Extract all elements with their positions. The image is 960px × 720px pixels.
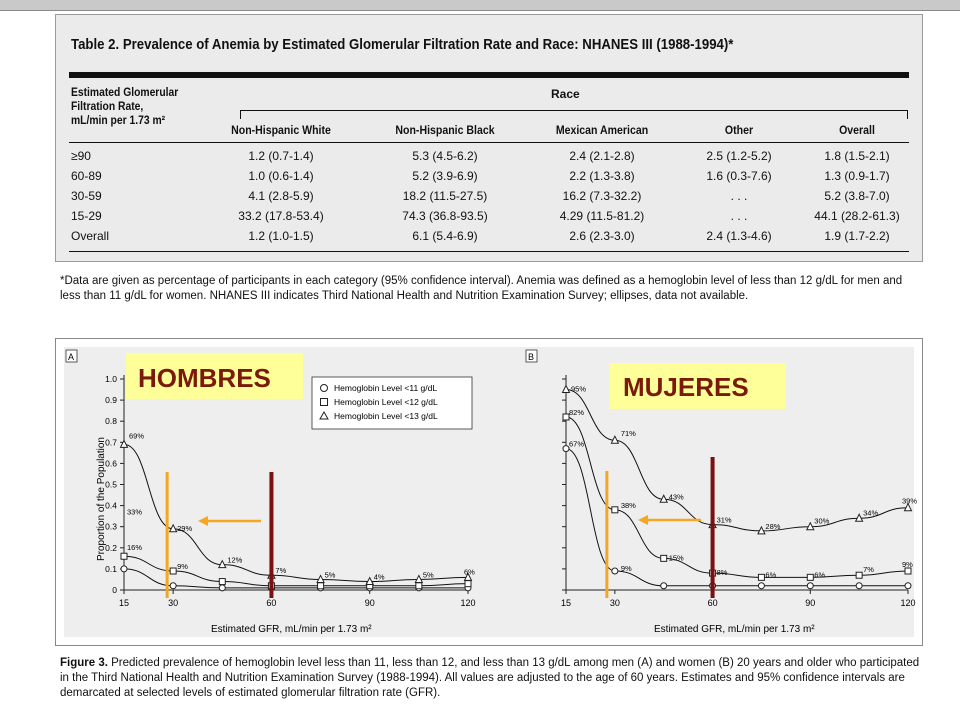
panel-a-x-tick-label: 90 <box>364 598 375 608</box>
caption-label: Figure 3. <box>60 657 108 669</box>
table-cell: 5.2 (3.9-6.9) <box>412 169 478 183</box>
panel-a-annotation: 9% <box>177 562 188 572</box>
panel-a-y-tick-label: 0.3 <box>105 521 117 532</box>
panel-b-annotation: 39% <box>902 496 918 506</box>
panel-b-annotation: 6% <box>765 570 777 580</box>
panel-a-y-tick-label: 0.8 <box>105 416 117 427</box>
mujeres-label: MUJERES <box>623 372 749 402</box>
panel-b-annotation: 38% <box>620 500 636 510</box>
panel-b-x-tick-label: 60 <box>707 598 718 608</box>
race-bracket <box>240 110 908 119</box>
hombres-label: HOMBRES <box>138 363 271 393</box>
panel-a-point-square <box>465 581 471 587</box>
panel-a-annotation: 6% <box>464 567 475 577</box>
panel-b-xlabel: Estimated GFR, mL/min per 1.73 m² <box>654 624 815 635</box>
panel-b-annotation: 6% <box>814 570 826 580</box>
legend-item-12: Hemoglobin Level <12 g/dL <box>334 397 438 407</box>
panel-a-x-tick-label: 120 <box>460 598 476 608</box>
panel-b-point-square <box>612 507 618 513</box>
table-panel <box>55 14 923 262</box>
col-header-overall: Overall <box>839 123 875 137</box>
table-row-label: ≥90 <box>71 149 91 163</box>
panel-b-annotation: 43% <box>668 492 684 502</box>
table-cell: 5.3 (4.5-6.2) <box>412 149 478 163</box>
panel-b-point-circle <box>905 583 911 589</box>
panel-a-point-square <box>170 568 176 574</box>
table-cell: 74.3 (36.8-93.5) <box>402 209 488 223</box>
panel-b-x-tick-label: 90 <box>805 598 816 608</box>
table-cell: 16.2 (7.3-32.2) <box>562 189 642 203</box>
table-cell: 1.3 (0.9-1.7) <box>824 169 890 183</box>
panel-b-x-tick-label: 15 <box>560 598 572 608</box>
gfr-header-line-2: Filtration Rate, <box>71 99 144 113</box>
panel-a-y-tick-label: 0.1 <box>105 563 117 574</box>
table-cell: 1.2 (0.7-1.4) <box>248 149 314 163</box>
table-top-rule <box>69 72 909 78</box>
panel-b-point-square <box>807 574 813 580</box>
panel-b-annotation: 28% <box>765 521 781 531</box>
panel-b-x-tick-label: 120 <box>900 598 916 608</box>
table-cell: 2.4 (2.1-2.8) <box>569 149 635 163</box>
col-header-nh-black: Non-Hispanic Black <box>395 123 495 137</box>
gfr-column-header <box>71 85 178 127</box>
figure-caption <box>60 656 920 701</box>
table-bottom-rule <box>69 251 909 252</box>
table-cell: 6.1 (5.4-6.9) <box>412 229 478 243</box>
panel-a-y-tick-label: 1.0 <box>105 374 117 384</box>
legend <box>312 377 472 429</box>
panel-a-annotation: 12% <box>227 555 243 565</box>
table-cell: 1.2 (1.0-1.5) <box>248 229 314 243</box>
panel-b-annotation: 34% <box>863 508 879 518</box>
panel-a-annotation: 29% <box>177 523 193 533</box>
panel-a-y-tick-label: 0 <box>112 585 117 595</box>
table-row-label: Overall <box>71 229 110 243</box>
panel-b-annotation: 15% <box>668 553 684 563</box>
panel-b-point-circle <box>856 583 862 589</box>
table-cell: . . . <box>730 189 748 203</box>
table-cell: 2.4 (1.3-4.6) <box>706 229 772 243</box>
panel-b-annotation: 67% <box>569 439 585 449</box>
caption-text: Predicted prevalence of hemoglobin level less than 11, less than 12, and less than 13 g/dL among men (A) and women (B) 20 years and older who participated in the Third National Health and Nutrition Examination Survey (1988-1994). All values are adjusted to the age of 60 years. Estimates and 95% confidence intervals are demarcated at selected levels of estimated glomerular filtration rate (GFR). <box>60 657 920 699</box>
panel-a-x-tick-label: 60 <box>266 598 277 608</box>
panel-b-annotation: 31% <box>716 515 732 525</box>
table-cell: 4.1 (2.8-5.9) <box>248 189 314 203</box>
panel-b-point-circle <box>807 583 813 589</box>
panel-a-ylabel: Proportion of the Population <box>96 437 107 561</box>
panel-a-y-tick-label: 0.2 <box>105 542 117 553</box>
panel-b-annotation: 9% <box>902 560 913 570</box>
table-row-label: 15-29 <box>71 209 102 223</box>
table-footnote: *Data are given as percentage of participants in each category (95% confidence interval). Anemia was defined as a hemoglobin level of less than 12 g/dL for men and less than 11 g/dL for women. NHANES III indicates Third National Health and Nutrition Examination Survey; ellipses, data not available. <box>60 275 903 302</box>
table-cell: 1.8 (1.5-2.1) <box>824 149 890 163</box>
table-title: Table 2. Prevalence of Anemia by Estimated Glomerular Filtration Rate and Race: NHANES III (1988-1994)* <box>71 36 734 53</box>
panel-b-annotation: 9% <box>620 564 632 574</box>
panel-b-annotation: 7% <box>863 565 874 575</box>
panel-a-y-tick-label: 0.6 <box>105 458 117 469</box>
table-header-rule <box>69 142 909 143</box>
panel-a-x-tick-label: 30 <box>168 598 179 608</box>
panel-b-point-square <box>661 555 667 561</box>
panel-b-point-circle <box>758 583 764 589</box>
panel-b-annotation: 71% <box>620 429 636 439</box>
col-header-nh-white: Non-Hispanic White <box>231 123 331 137</box>
col-header-mexican-american: Mexican American <box>555 123 649 137</box>
table-row-label: 60-89 <box>71 169 102 183</box>
legend-circle-marker <box>321 385 328 392</box>
legend-item-13: Hemoglobin Level <13 g/dL <box>334 411 438 421</box>
table-cell: 33.2 (17.8-53.4) <box>238 209 324 223</box>
table-cell: 1.9 (1.7-2.2) <box>824 229 890 243</box>
panel-b-letter: B <box>528 352 535 362</box>
panel-b-point-circle <box>612 568 618 574</box>
table-cell: 1.0 (0.6-1.4) <box>248 169 314 183</box>
panel-b-point-circle <box>661 583 667 589</box>
table-cell: 2.5 (1.2-5.2) <box>706 149 772 163</box>
table-row-label: 30-59 <box>71 189 102 203</box>
panel-a-annotation: 5% <box>324 570 336 580</box>
panel-a-annotation: 7% <box>275 566 287 576</box>
table-cell: 2.6 (2.3-3.0) <box>569 229 635 243</box>
panel-b-point-square <box>856 572 862 578</box>
panel-a-annotation: 4% <box>373 572 385 582</box>
panel-a-point-circle <box>170 583 176 589</box>
table-cell: 4.29 (11.5-81.2) <box>559 209 645 223</box>
panel-a-point-square <box>416 583 422 589</box>
panel-a-point-square <box>121 553 127 559</box>
panel-b-annotation: 8% <box>716 568 728 578</box>
figure-panel <box>55 338 923 646</box>
window-top-bar <box>0 0 960 11</box>
panel-b-annotation: 82% <box>569 407 585 417</box>
table-cell: 5.2 (3.8-7.0) <box>824 189 890 203</box>
panel-a-y-tick-label: 0.5 <box>105 479 117 490</box>
legend-item-11: Hemoglobin Level <11 g/dL <box>334 383 438 393</box>
legend-square-marker <box>321 399 328 406</box>
panel-b-point-square <box>758 574 764 580</box>
panel-a-annotation: 16% <box>127 543 143 553</box>
panel-a-x-tick-label: 15 <box>118 598 130 608</box>
table-cell: 2.2 (1.3-3.8) <box>569 169 635 183</box>
panel-b-annotation: 95% <box>571 384 587 394</box>
panel-a-letter: A <box>68 352 75 362</box>
gfr-header-line-3: mL/min per 1.73 m² <box>71 113 166 127</box>
panel-a-point-circle <box>219 585 225 591</box>
panel-a-annotation: 5% <box>422 570 434 580</box>
panel-b-x-tick-label: 30 <box>609 598 620 608</box>
table-cell: 1.6 (0.3-7.6) <box>706 169 772 183</box>
panel-a-point-square <box>219 579 225 585</box>
panel-a-annotation: 33% <box>127 507 143 517</box>
race-header: Race <box>551 87 580 101</box>
panel-a-y-tick-label: 0.9 <box>105 395 117 406</box>
col-header-other: Other <box>724 123 754 137</box>
panel-a-annotation: 69% <box>129 431 145 441</box>
panel-a-xlabel: Estimated GFR, mL/min per 1.73 m² <box>211 624 372 635</box>
gfr-header-line-1: Estimated Glomerular <box>71 85 179 99</box>
panel-a-y-tick-label: 0.4 <box>105 500 117 511</box>
panel-b-annotation: 30% <box>814 516 830 526</box>
table-cell: 44.1 (28.2-61.3) <box>814 209 900 223</box>
panel-a-point-square <box>318 583 324 589</box>
panel-a-point-circle <box>121 566 127 572</box>
figure-svg <box>56 339 922 645</box>
panel-a-y-tick-label: 0.7 <box>105 437 117 448</box>
table-cell: 18.2 (11.5-27.5) <box>402 189 488 203</box>
table-cell: . . . <box>730 209 748 223</box>
